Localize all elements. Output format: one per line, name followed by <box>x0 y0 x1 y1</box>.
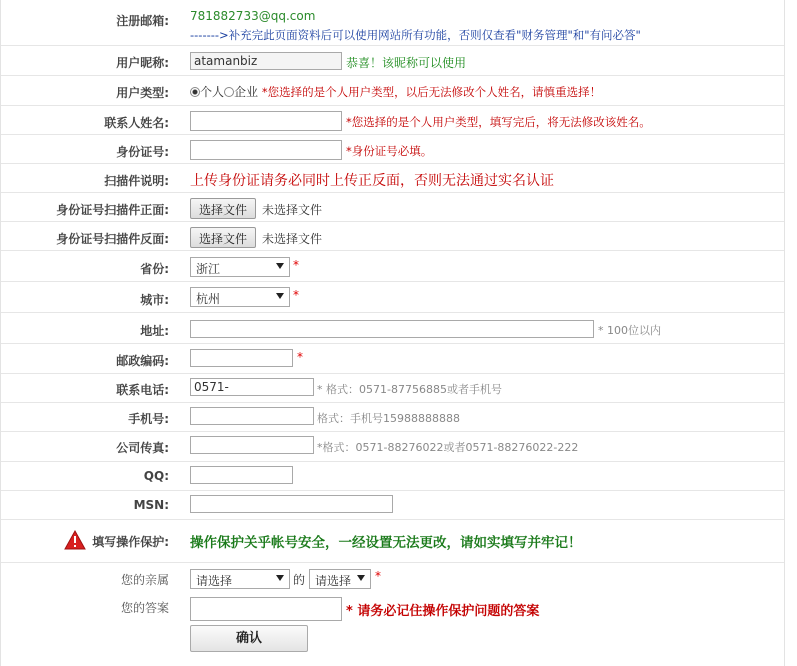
relative-required: * <box>375 569 381 583</box>
chevron-down-icon <box>276 263 284 269</box>
province-required: * <box>293 258 299 272</box>
row-city <box>1 282 784 313</box>
fax-hint: *格式：0571-88276022或者0571-88276022-222 <box>317 441 579 454</box>
row-postcode <box>1 344 784 374</box>
city-label: 城市: <box>140 293 169 307</box>
row-mobile <box>1 403 784 432</box>
fax-label: 公司传真: <box>116 441 169 455</box>
contact-name-label: 联系人姓名: <box>104 116 169 130</box>
id-number-hint: *身份证号必填。 <box>346 144 433 158</box>
mobile-input[interactable] <box>190 407 314 425</box>
chevron-down-icon <box>357 575 365 581</box>
email-value: 781882733@qq.com <box>190 9 316 23</box>
answer-label: 您的答案 <box>120 601 169 615</box>
province-select-value: 浙江 <box>196 262 221 276</box>
nickname-input[interactable] <box>190 52 342 70</box>
id-front-file-button[interactable]: 选择文件 <box>190 198 256 219</box>
city-select[interactable] <box>190 287 290 307</box>
city-select-value: 杭州 <box>196 292 221 306</box>
address-hint: * 100位以内 <box>598 324 661 337</box>
protect-text: 操作保护关乎帐号安全，一经设置无法更改，请如实填写并牢记！ <box>190 535 582 551</box>
chevron-down-icon <box>276 293 284 299</box>
postcode-input[interactable] <box>190 349 293 367</box>
contact-name-input[interactable] <box>190 111 342 131</box>
answer-input[interactable] <box>190 597 342 621</box>
row-email <box>1 0 784 46</box>
id-back-file-button[interactable]: 选择文件 <box>190 227 256 248</box>
row-phone <box>1 374 784 403</box>
id-number-input[interactable] <box>190 140 342 160</box>
nickname-ok-text: 恭喜！该昵称可以使用 <box>346 56 467 70</box>
row-contact-name <box>1 106 784 135</box>
province-label: 省份: <box>140 262 169 276</box>
answer-hint: * 请务必记住操作保护问题的答案 <box>346 604 540 619</box>
contact-name-hint: *您选择的是个人用户类型，填写完后，将无法修改该姓名。 <box>346 115 651 129</box>
nickname-label: 用户昵称: <box>116 56 169 70</box>
user-type-warning: *您选择的是个人用户类型，以后无法修改个人姓名，请慎重选择！ <box>261 85 602 99</box>
id-front-file-status: 未选择文件 <box>262 203 323 217</box>
province-select[interactable] <box>190 257 290 277</box>
qq-input[interactable] <box>190 466 293 484</box>
postcode-label: 邮政编码: <box>116 354 169 368</box>
row-qq <box>1 462 784 491</box>
id-number-label: 身份证号: <box>116 145 169 159</box>
row-id-front <box>1 193 784 222</box>
address-input[interactable] <box>190 320 594 338</box>
id-front-label: 身份证号扫描件正面: <box>56 203 169 217</box>
scan-note-label: 扫描件说明: <box>104 174 169 188</box>
row-id-number <box>1 135 784 164</box>
scan-note-text: 上传身份证请务必同时上传正反面，否则无法通过实名认证 <box>190 173 554 189</box>
row-protect <box>1 520 784 563</box>
company-option-label: 企业 <box>234 85 259 99</box>
id-back-file-status: 未选择文件 <box>262 232 323 246</box>
relative-select-2-value: 请选择 <box>315 574 352 588</box>
id-back-label: 身份证号扫描件反面: <box>56 232 169 246</box>
row-fax <box>1 432 784 462</box>
relative-select-1[interactable] <box>190 569 290 589</box>
mobile-hint: 格式：手机号15988888888 <box>317 412 460 425</box>
row-relative <box>1 563 784 593</box>
qq-label: QQ: <box>143 469 169 483</box>
email-note: ------->补充完此页面资料后可以使用网站所有功能，否则仅查看"财务管理"和"有问必答" <box>190 28 641 42</box>
relative-joiner: 的 <box>293 573 306 587</box>
city-required: * <box>293 288 299 302</box>
chevron-down-icon <box>276 575 284 581</box>
phone-hint: * 格式：0571-87756885或者手机号 <box>317 383 502 396</box>
confirm-button[interactable]: 确认 <box>190 625 308 652</box>
row-answer <box>1 594 784 624</box>
phone-label: 联系电话: <box>116 383 169 397</box>
msn-input[interactable] <box>190 495 393 513</box>
email-label: 注册邮箱: <box>116 14 169 28</box>
relative-label: 您的亲属 <box>120 573 169 587</box>
radio-personal[interactable] <box>190 87 200 97</box>
row-address <box>1 313 784 344</box>
row-id-back <box>1 222 784 251</box>
warning-triangle-icon <box>64 530 86 550</box>
user-type-options <box>190 83 601 100</box>
protect-label: 填写操作保护: <box>92 535 169 549</box>
relative-select-1-value: 请选择 <box>196 574 233 588</box>
row-province <box>1 251 784 282</box>
msn-label: MSN: <box>133 498 169 512</box>
row-scan-note <box>1 164 784 193</box>
address-label: 地址: <box>140 324 169 338</box>
phone-input[interactable] <box>190 378 314 396</box>
mobile-label: 手机号: <box>128 412 169 426</box>
user-type-label: 用户类型: <box>116 86 169 100</box>
row-user-type <box>1 76 784 106</box>
row-msn <box>1 491 784 520</box>
relative-select-2[interactable] <box>309 569 371 589</box>
postcode-required: * <box>297 350 303 364</box>
fax-input[interactable] <box>190 436 314 454</box>
radio-company[interactable] <box>224 87 234 97</box>
row-nickname <box>1 46 784 76</box>
personal-option-label: 个人 <box>200 85 225 99</box>
